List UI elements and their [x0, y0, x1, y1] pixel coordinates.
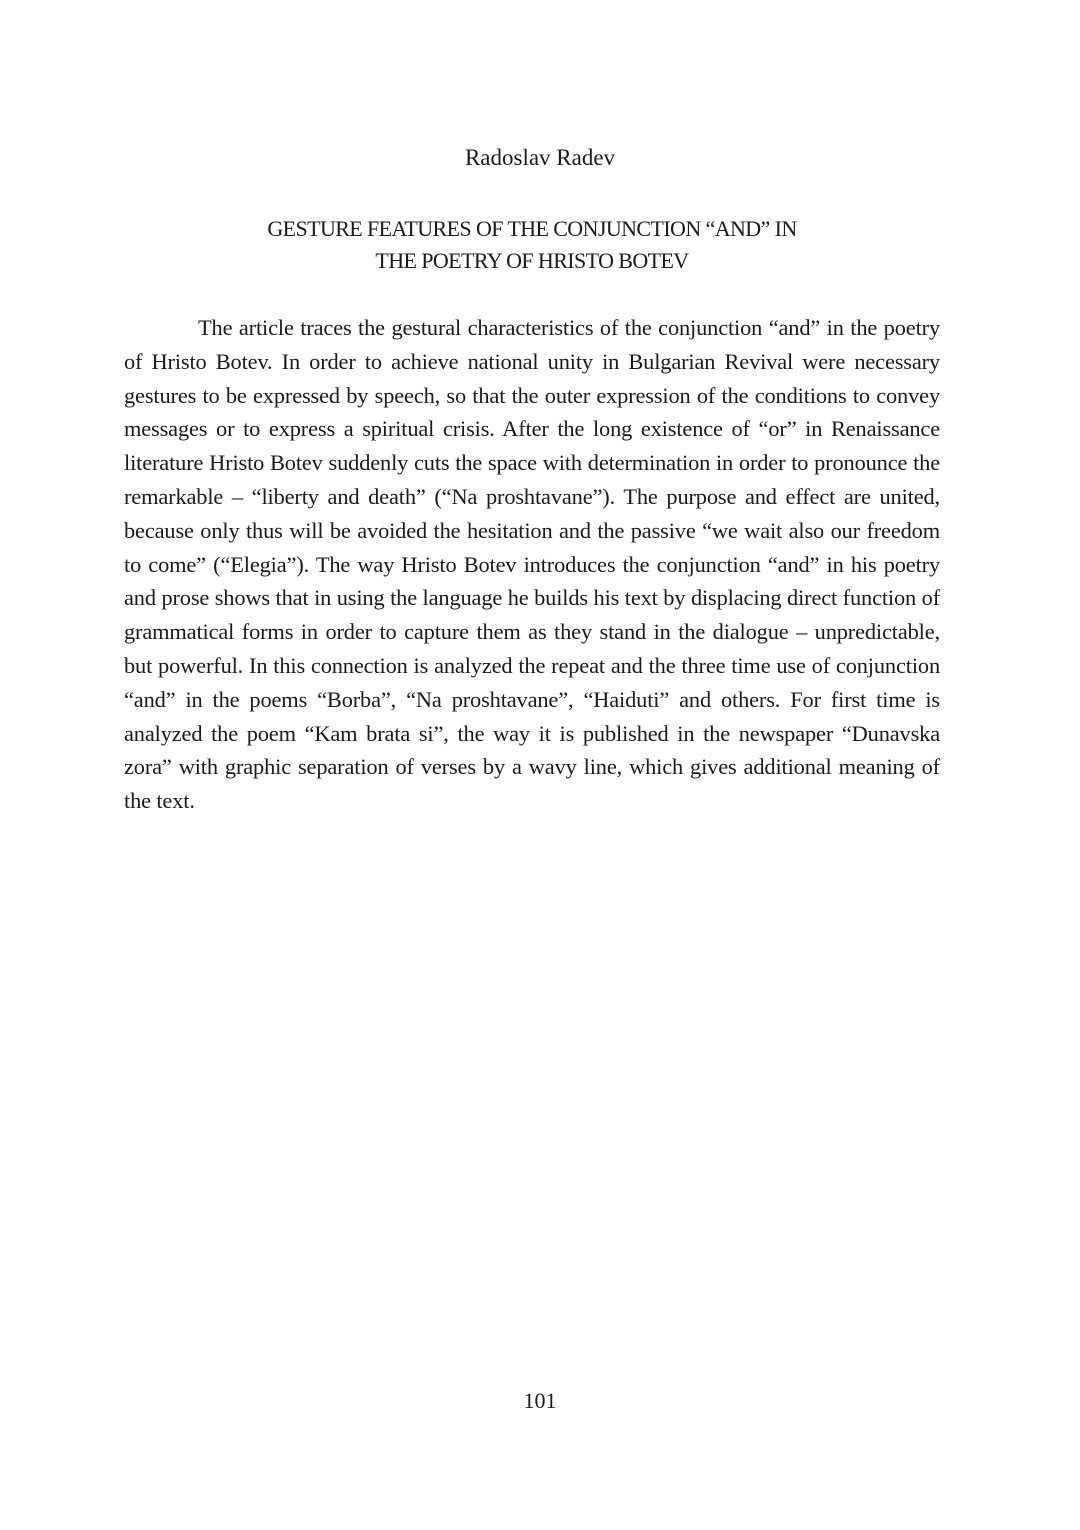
article-title-line-1: GESTURE FEATURES OF THE CONJUNCTION “AND” IN — [267, 216, 797, 241]
abstract-paragraph: The article traces the gestural characteristics of the conjunction “and” in the poetry of Hristo Botev. In order to achieve national unity in Bulgarian Revival were necessary gestures to be expressed by speech, so that the outer expression of the conditions to convey messages or to express a spiritual crisis. After the long existence of “or” in Renaissance literature Hristo Botev suddenly cuts the space with determination in order to pronounce the remarkable – “liberty and death” (“Na proshtavane”). The purpose and effect are united, because only thus will be avoided the hesitation and the passive “we wait also our freedom to come” (“Elegia”). The way Hristo Botev introduces the conjunction “and” in his poetry and prose shows that in using the language he builds his text by displacing direct function of grammatical forms in order to capture them as they stand in the dialogue – unpredictable, but powerful. In this connection is analyzed the repeat and the three time use of conjunction “and” in the poems “Borba”, “Na proshtavane”, “Haiduti” and others. For first time is analyzed the poem “Kam brata si”, the way it is published in the newspaper “Dunavska zora” with graphic separation of verses by a wavy line, which gives additional meaning of the text. — [124, 315, 940, 814]
article-title — [124, 213, 940, 277]
page-number: 101 — [523, 1388, 557, 1413]
author-name: Radoslav Radev — [464, 145, 616, 170]
article-title-line-2: THE POETRY OF HRISTO BOTEV — [375, 248, 689, 273]
